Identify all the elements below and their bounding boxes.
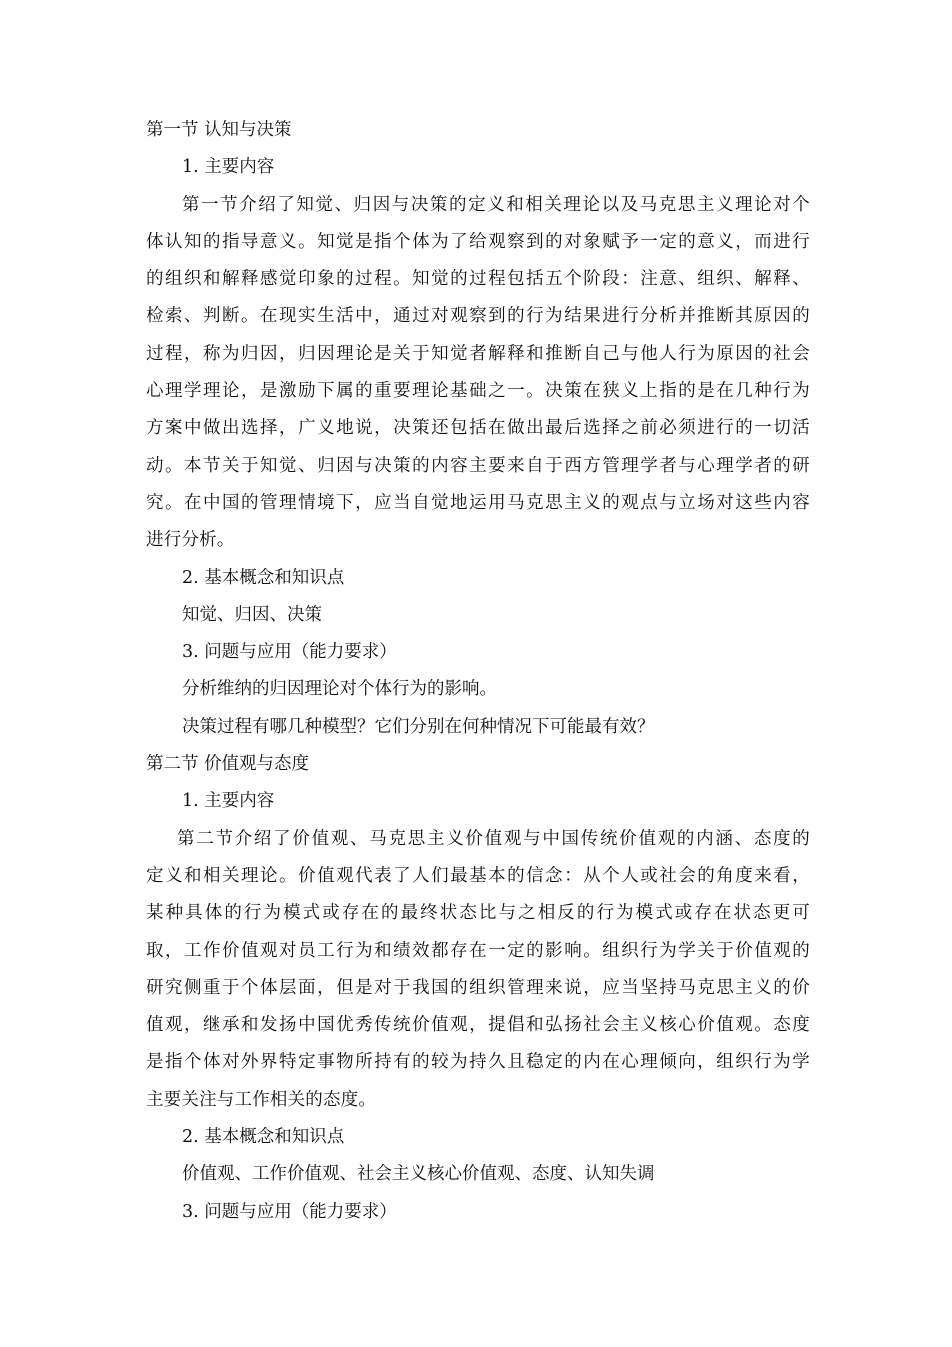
- section-2-heading-questions: 3. 问题与应用（能力要求）: [182, 1201, 397, 1222]
- section-1-question-1: 分析维纳的归因理论对个体行为的影响。: [182, 679, 497, 700]
- paragraph-line: 进行分析。: [146, 530, 235, 551]
- paragraph-line: 方案中做出选择，广义地说，决策还包括在做出最后选择之前必须进行的一切活: [146, 418, 810, 439]
- paragraph-line: 研究侧重于个体层面，但是对于我国的组织管理来说，应当坚持马克思主义的价: [146, 977, 810, 998]
- paragraph-line: 动。本节关于知觉、归因与决策的内容主要来自于西方管理学者与心理学者的研: [146, 455, 810, 476]
- section-1-title: 第一节 认知与决策: [146, 120, 292, 140]
- section-1-heading-main-content: 1. 主要内容: [182, 157, 275, 178]
- section-1-heading-concepts: 2. 基本概念和知识点: [182, 567, 345, 588]
- section-2-paragraph: [146, 821, 810, 1119]
- paragraph-line: 心理学理论，是激励下属的重要理论基础之一。决策在狭义上指的是在几种行为: [146, 381, 810, 402]
- section-2-title: 第二节 价值观与态度: [146, 754, 310, 775]
- paragraph-line: 第一节介绍了知觉、归因与决策的定义和相关理论以及马克思主义理论对个: [182, 194, 810, 215]
- paragraph-line: 究。在中国的管理情境下，应当自觉地运用马克思主义的观点与立场对这些内容: [146, 492, 810, 513]
- section-2-heading-main-content: 1. 主要内容: [182, 791, 275, 812]
- section-1-concepts-list: 知觉、归因、决策: [182, 604, 322, 625]
- section-2-concepts-list: 价值观、工作价值观、社会主义核心价值观、态度、认知失调: [182, 1164, 655, 1185]
- paragraph-line: 值观，继承和发扬中国优秀传统价值观，提倡和弘扬社会主义核心价值观。态度: [146, 1015, 810, 1036]
- paragraph-line: 某种具体的行为模式或存在的最终状态比与之相反的行为模式或存在状态更可: [146, 903, 810, 924]
- paragraph-line: 的组织和解释感觉印象的过程。知觉的过程包括五个阶段：注意、组织、解释、: [146, 269, 810, 290]
- paragraph-line: 体认知的指导意义。知觉是指个体为了给观察到的对象赋予一定的意义，而进行: [146, 231, 810, 252]
- paragraph-line: 定义和相关理论。价值观代表了人们最基本的信念：从个人或社会的角度来看，: [146, 865, 810, 886]
- paragraph-line: 过程，称为归因，归因理论是关于知觉者解释和推断自己与他人行为原因的社会: [146, 343, 810, 364]
- page-content: [146, 112, 810, 1231]
- paragraph-line: 第二节介绍了价值观、马克思主义价值观与中国传统价值观的内涵、态度的: [177, 828, 810, 849]
- paragraph-line: 是指个体对外界特定事物所持有的较为持久且稳定的内在心理倾向，组织行为学: [146, 1052, 810, 1073]
- section-1-paragraph: [146, 187, 810, 560]
- paragraph-line: 取，工作价值观对员工行为和绩效都存在一定的影响。组织行为学关于价值观的: [146, 940, 810, 961]
- section-1-heading-questions: 3. 问题与应用（能力要求）: [182, 642, 397, 663]
- section-1-question-2: 决策过程有哪几种模型？它们分别在何种情况下可能最有效？: [182, 716, 655, 737]
- paragraph-line: 主要关注与工作相关的态度。: [146, 1089, 377, 1110]
- paragraph-line: 检索、判断。在现实生活中，通过对观察到的行为结果进行分析并推断其原因的: [146, 306, 810, 327]
- section-2-heading-concepts: 2. 基本概念和知识点: [182, 1127, 345, 1148]
